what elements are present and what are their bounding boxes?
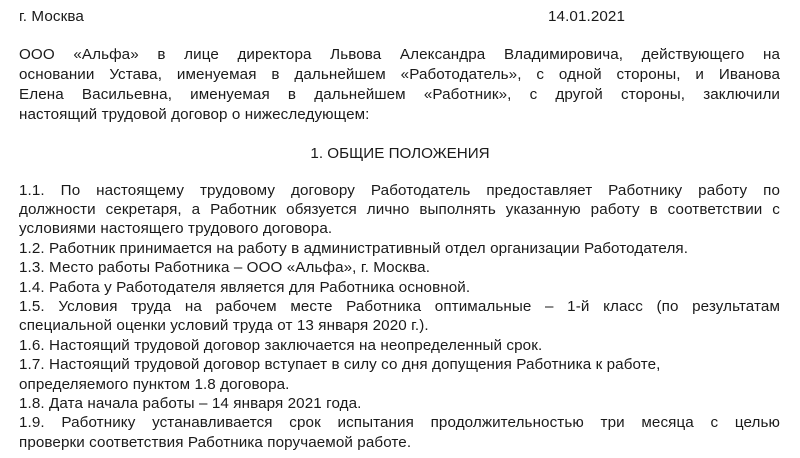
clause-line: 1.1. По настоящему трудовому договору Работодатель предоставляет Работнику работу по xyxy=(19,182,780,199)
clause-line: 1.2. Работник принимается на работу в административный отдел организации Работодателя. xyxy=(19,240,689,257)
clause-line: 1.6. Настоящий трудовой договор заключается на неопределенный срок. xyxy=(19,337,543,354)
clause-line: 1.4. Работа у Работодателя является для Работника основной. xyxy=(19,279,471,296)
clause-line: 1.5. Условия труда на рабочем месте Работника оптимальные – 1-й класс (по результатам xyxy=(19,298,780,315)
clause-line: 1.9. Работнику устанавливается срок испытания продолжительностью три месяца с целью xyxy=(19,414,780,431)
clause-line: проверки соответствия Работника поручаемой работе. xyxy=(19,434,412,451)
clause-line: 1.8. Дата начала работы – 14 января 2021 года. xyxy=(19,395,362,412)
clause-line: специальной оценки условий труда от 13 января 2020 г.). xyxy=(19,317,429,334)
preamble-line: ООО «Альфа» в лице директора Львова Александра Владимировича, действующего на xyxy=(19,46,780,63)
clause-line: условиями настоящего трудового договора. xyxy=(19,220,333,237)
preamble-line: Елена Васильевна, именуемая в дальнейшем «Работник», с другой стороны, заключили xyxy=(19,86,780,103)
preamble-line: основании Устава, именуемая в дальнейшем «Работодатель», с одной стороны, и Иванова xyxy=(19,66,780,83)
contract-date: 14.01.2021 xyxy=(548,8,626,25)
clause-line: 1.7. Настоящий трудовой договор вступает в силу со дня допущения Работника к работе, xyxy=(19,356,661,373)
clause-line: 1.3. Место работы Работника – ООО «Альфа», г. Москва. xyxy=(19,259,431,276)
preamble-line: настоящий трудовой договор о нижеследующем: xyxy=(19,106,370,123)
clause-line: должности секретаря, а Работник обязуется лично выполнять указанную работу в соответствии с xyxy=(19,201,780,218)
section-title: 1. ОБЩИЕ ПОЛОЖЕНИЯ xyxy=(310,145,490,162)
clause-line: определяемого пунктом 1.8 договора. xyxy=(19,376,290,393)
contract-city: г. Москва xyxy=(19,8,84,25)
